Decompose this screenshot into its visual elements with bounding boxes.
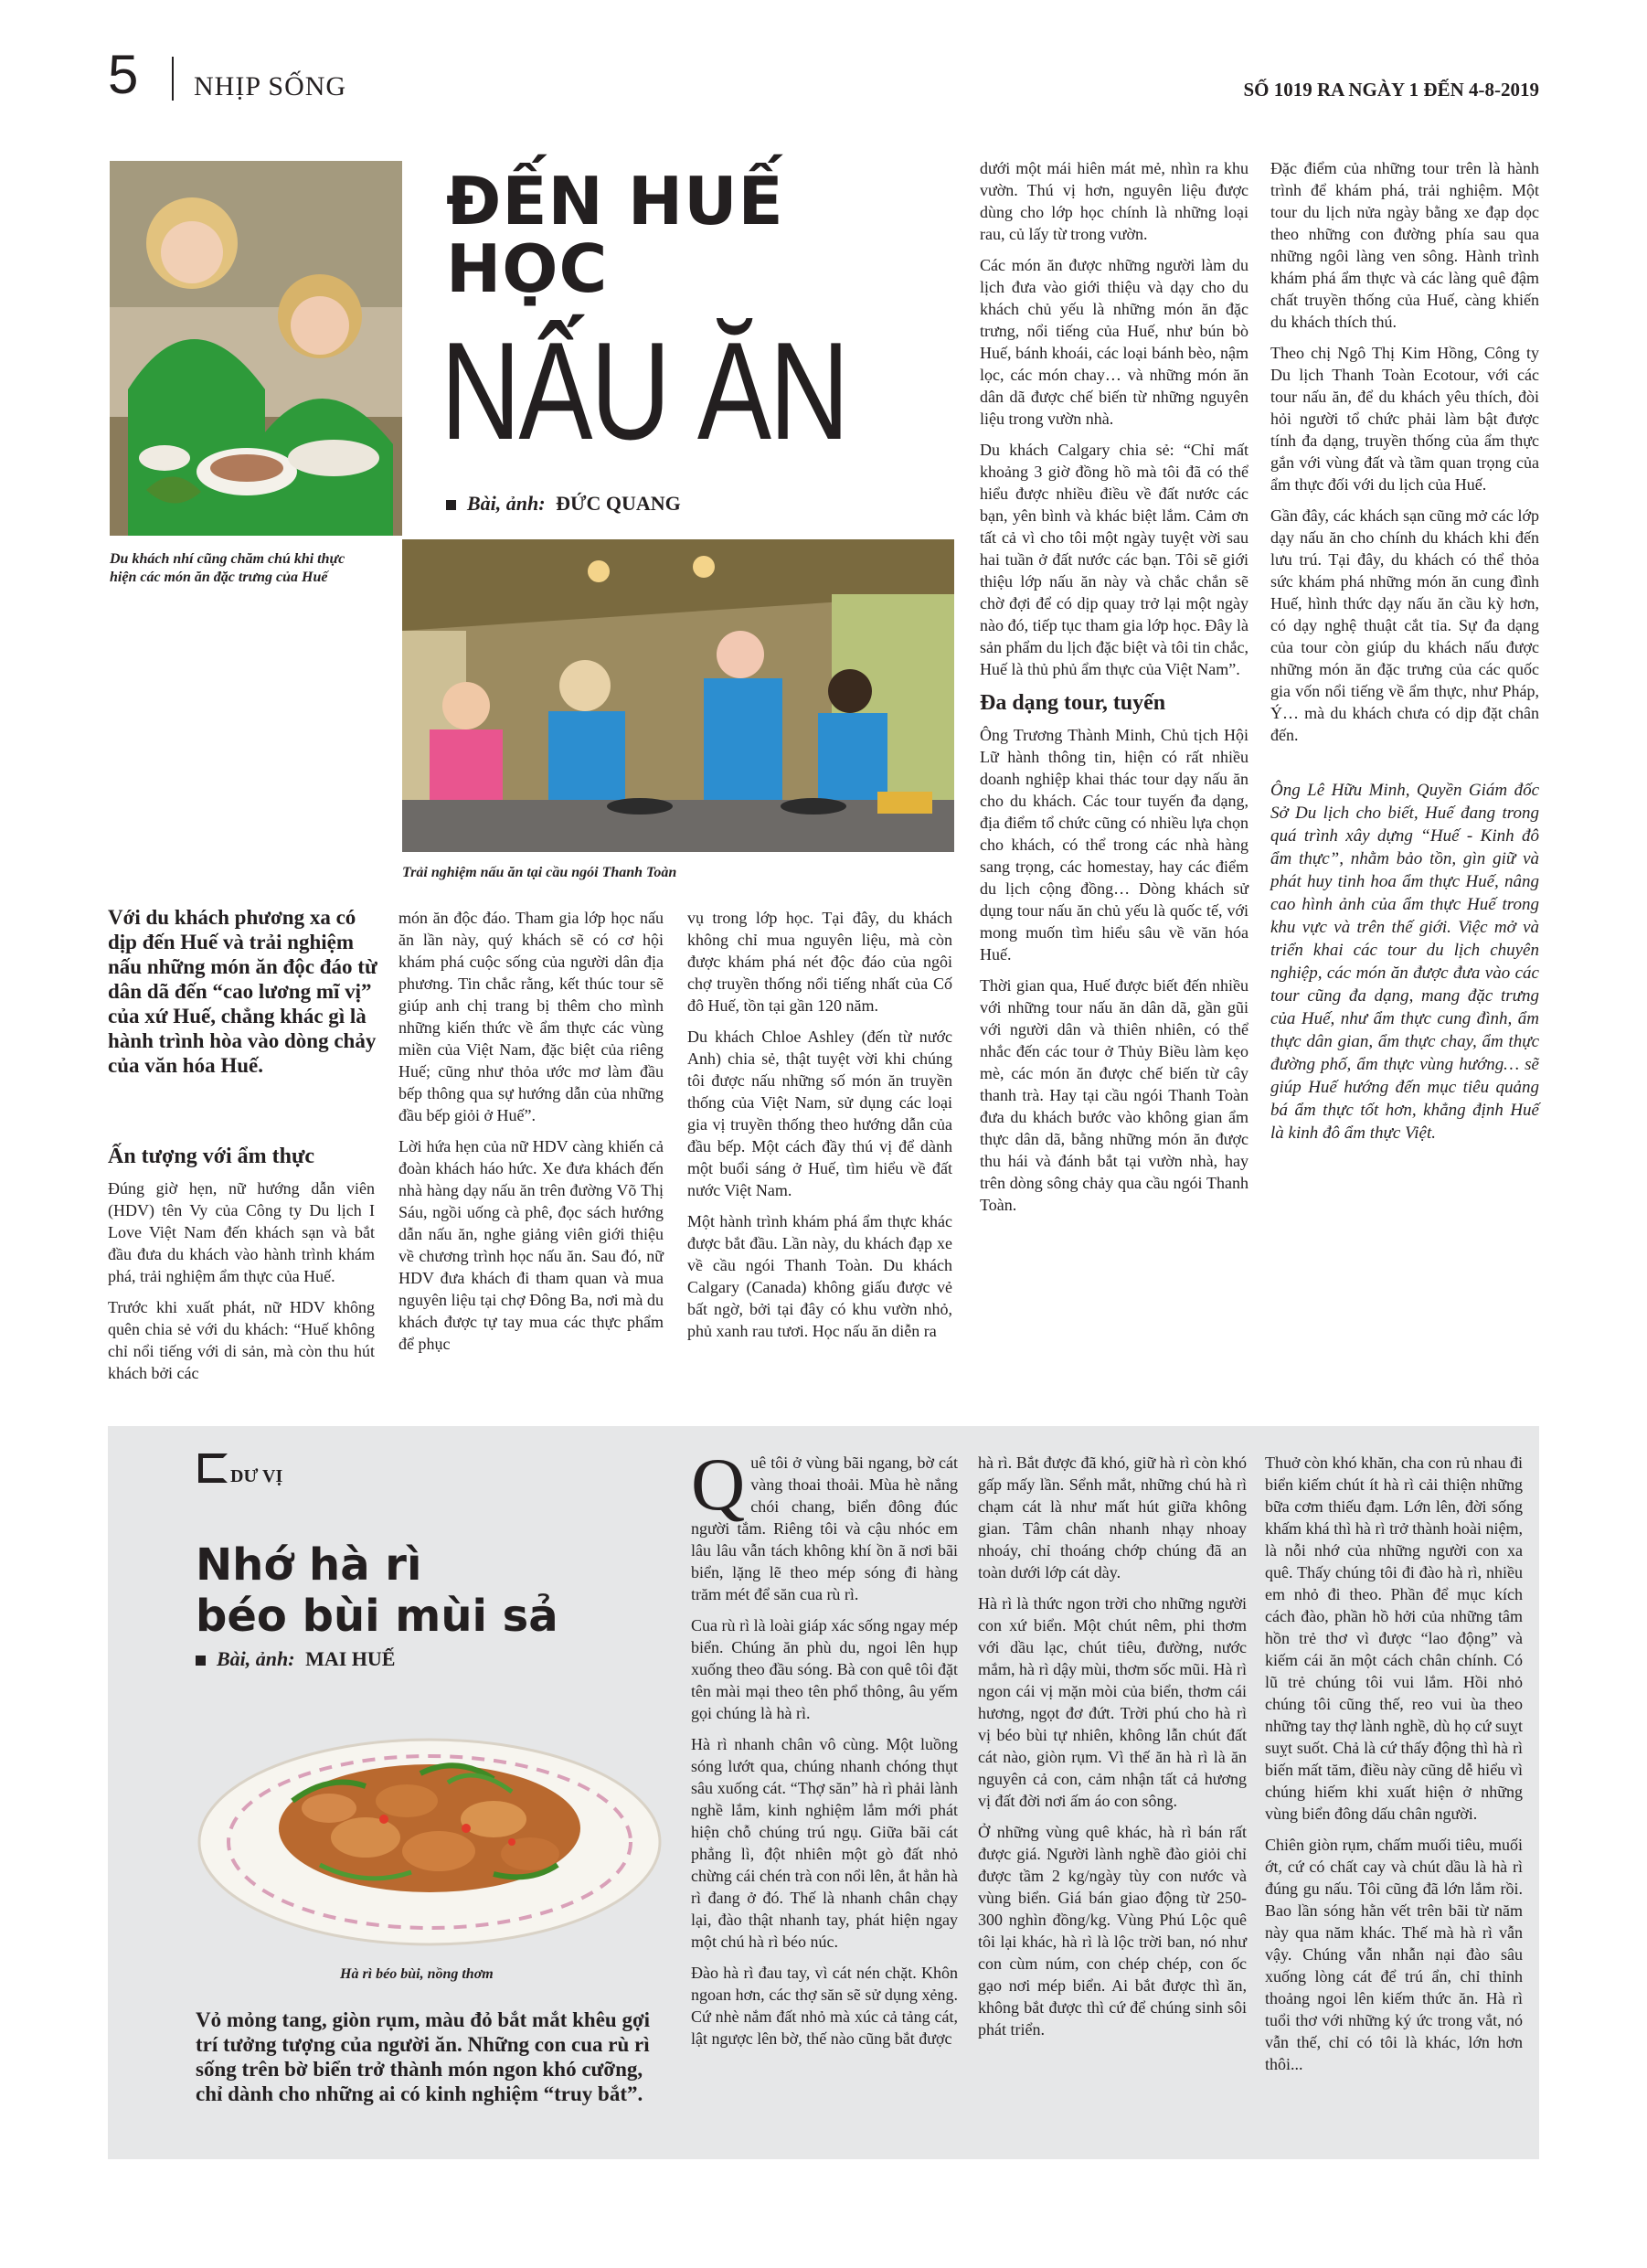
photo-cooking-class: [402, 539, 954, 852]
subhead-impression: Ấn tượng với ẩm thực: [108, 1145, 315, 1168]
article2-col2: [978, 1452, 1247, 2050]
paragraph: vụ trong lớp học. Tại đây, du khách không chỉ mua nguyên liệu, mà còn được khám phá nét độc đáo của ngôi chợ truyền thống nổi tiếng nhất của Cố đô Huế, tồn tại gần 120 năm.: [687, 909, 952, 1015]
paragraph: Cua rù rì là loài giáp xác sống ngay mép biển. Chúng ăn phù du, ngoi lên hụp xuống theo đầu sóng. Bà con quê tôi đặt tên mài mại theo tên phổ thông, âu yếm gọi chúng là hà rì.: [691, 1616, 958, 1722]
paragraph: Đặc điểm của những tour trên là hành trình để khám phá, trải nghiệm. Một tour du lịch nửa ngày bằng xe đạp dọc theo những con đường phía sau qua những ngôi làng ven sông. Hành trình khám phá ẩm thực và các làng quê đậm chất truyền thống của Huế, càng khiến du khách thích thú.: [1270, 159, 1539, 331]
article1-col2: [398, 907, 664, 1364]
header-divider: [172, 57, 174, 101]
byline-label: Bài, ảnh:: [467, 492, 546, 515]
photo-crab-dish: [192, 1691, 667, 1956]
paragraph: Theo chị Ngô Thị Kim Hồng, Công ty Du lịch Thanh Toàn Ecotour, với các tour nấu ăn, để du khách yêu thích, đòi hỏi người tổ chức phải làm bật được tính đa dạng, truyền thống của ẩm thực gắn với vùng đất và tầm quan trọng của ẩm thực đối với du lịch của Huế.: [1270, 344, 1539, 494]
article1-col4: [980, 157, 1249, 1225]
article2-col1: [691, 1443, 958, 2059]
paragraph: Du khách Calgary chia sẻ: “Chỉ mất khoảng 3 giờ đồng hồ mà tôi đã có thể hiểu được nhiều điều về đất nước các bạn, yên bình và khác biệt lắm. Cảm ơn tất cả vì cho tôi một ngày tuyệt vời sau hai tuần ở đất nước các bạn. Tôi sẽ giới thiệu lớp nấu ăn này và chắc chắn sẽ chờ đợi để có dịp quay trở lại một ngày nào đó, tiếp tục tham gia lớp học. Đây là sản phẩm du lịch đặc biệt và tôi tin chắc, Huế là thủ phủ ẩm thực của Việt Nam”.: [980, 441, 1249, 678]
paragraph: Thuở còn khó khăn, cha con rủ nhau đi biển kiếm chút ít hà rì cải thiện những bữa cơm thiếu đạm. Lớn lên, đời sống khấm khá thì hà rì trở thành hoài niệm, là nỗi nhớ của những người con xa quê. Thấy chúng tôi đi đào hà rì, nhiều em nhỏ đi theo. Phần để mục kích cách đào, phần hồ hởi của những tâm hồn trẻ thơ vì được “lao động” và kiếm cái ăn một cách chân chính. Có lũ trẻ chúng tôi vui lắm. Hồi nhỏ chúng tôi cũng thế, reo vui ùa theo những tay thợ lành nghề, dù họ cứ suỵt suỵt suốt. Chả là cứ thấy động thì hà rì biến mất tăm, điều này cũng dễ hiểu vì chúng hiếm khi xuất hiện ở những vùng biển đông dấu chân người.: [1265, 1453, 1523, 1823]
byline-bullet: [196, 1656, 206, 1666]
section-name: NHỊP SỐNG: [194, 71, 347, 101]
cooking-class-illustration: [402, 539, 954, 852]
article-title-line1: ĐẾN HUẾ: [446, 163, 784, 240]
paragraph: Du khách Chloe Ashley (đến từ nước Anh) chia sẻ, thật tuyệt vời khi chúng tôi được nấu những số món ăn truyền thống của Việt Nam, sử dụng các loại gia vị truyền thống theo hướng dẫn của đầu bếp. Một cách đầy thú vị để dành một buổi sáng ở Huế, tìm hiểu về đất nước Việt Nam.: [687, 1028, 952, 1199]
paragraph: Gần đây, các khách sạn cũng mở các lớp dạy nấu ăn cho chính du khách khi đến lưu trú. Tại đây, du khách có thể thỏa sức khám phá những món ăn cung đình Huế, hình thức dạy nấu ăn cầu kỳ hơn, có dạy nghệ thuật cắt tỉa. Sự đa dạng của tour còn giúp du khách nấu được những món ăn đặc trưng của các quốc gia vốn nổi tiếng về ẩm thực, như Pháp, Ý… mà du khách chưa có dịp đặt chân đến.: [1270, 506, 1539, 744]
page-number: 5: [108, 44, 139, 105]
article2-title-line1: Nhớ hà rì: [196, 1539, 422, 1591]
article2-byline: [196, 1647, 395, 1671]
article-title-line2: HỌC: [446, 230, 609, 307]
paragraph: Chiên giòn rụm, chấm muối tiêu, muối ớt, cứ có chất cay và chút dầu là hà rì đúng gu nấu. Tôi cũng đã lớn lắm rồi. Bao lần sóng hằn vết trên bãi từ năm này qua năm khác. Thế mà hà rì vẫn vậy. Chúng vẫn nhẫn nại đào sâu xuống lòng cát để trú ẩn, chỉ thỉnh thoảng ngoi lên kiếm thức ăn. Hà rì tuổi thơ với những ký ức trong vắt, nó vẫn thế, chỉ có tôi là khác, lớn hơn thôi...: [1265, 1836, 1523, 2073]
byline-author: MAI HUẾ: [305, 1647, 396, 1670]
paragraph: [691, 1443, 958, 1605]
du-vi-section-icon: [198, 1453, 228, 1483]
article1-col5: [1270, 157, 1539, 1154]
drop-cap: Q: [691, 1443, 746, 1526]
photo-class-caption: Trải nghiệm nấu ăn tại cầu ngói Thanh Toàn: [402, 865, 677, 880]
article1-lead: Với du khách phương xa có dịp đến Huế và trải nghiệm nấu những món ăn độc đáo từ dân dã đến “cao lương mĩ vị” của xứ Huế, chẳng khác gì là hành trình hòa vào dòng chảy của văn hóa Huế.: [108, 906, 377, 1077]
paragraph: Một hành trình khám phá ẩm thực khác được bắt đầu. Lần này, du khách đạp xe về cầu ngói Thanh Toàn. Du khách Calgary (Canada) không giấu được vẻ bất ngờ, bởi tại đây có khu vườn nhỏ, phủ xanh rau tươi. Học nấu ăn diễn ra: [687, 1212, 952, 1340]
kids-cooking-illustration: [110, 161, 402, 536]
crab-dish-illustration: [192, 1691, 667, 1956]
byline-bullet: [446, 500, 456, 510]
paragraph: Thời gian qua, Huế được biết đến nhiều với những tour nấu ăn dân dã, gần gũi với người dân và thiên nhiên, có thể nhắc đến các tour ở Thủy Biều làm kẹo mè, các món ăn được chế biến từ cây thanh trà. Hay tại cầu ngói Thanh Toàn đưa du khách bước vào không gian ẩm thực dân dã, bằng những món ăn được thu hái và đánh bắt tại vườn nhà, hay trên dòng sông chảy qua cầu ngói Thanh Toàn.: [980, 976, 1249, 1214]
paragraph: dưới một mái hiên mát mẻ, nhìn ra khu vườn. Thú vị hơn, nguyên liệu được dùng cho lớp học chính là những loại rau, củ lấy từ trong vườn.: [980, 159, 1249, 243]
paragraph: Đúng giờ hẹn, nữ hướng dẫn viên (HDV) tên Vy của Công ty Du lịch I Love Việt Nam đến khách sạn và bắt đầu đưa du khách vào hành trình khám phá, trải nghiệm ẩm thực của Huế.: [108, 1179, 375, 1285]
paragraph: Lời hứa hẹn của nữ HDV càng khiến cả đoàn khách háo hức. Xe đưa khách đến nhà hàng dạy nấu ăn trên đường Võ Thị Sáu, ngồi uống cà phê, đọc sách hướng dẫn nấu ăn, nghe giảng viên giới thiệu về chương trình học nấu ăn. Sau đó, nữ HDV đưa khách đi tham quan và mua nguyên liệu tại chợ Đông Ba, nơi mà du khách được tự tay mua các thực phẩm để phục: [398, 1137, 664, 1353]
article1-col1: [108, 1137, 375, 1393]
paragraph: Ở những vùng quê khác, hà rì bán rất được giá. Người lành nghề đào giỏi chỉ được tầm 2 kg/ngày tùy con nước và vùng biển. Giá bán giao động từ 250-300 nghìn đồng/kg. Vùng Phú Lộc quê tôi lại khác, hà rì là lộc trời ban, nó như con cùm núm, con chép chép, con ốc gạo nơi mép biển. Ai bắt được thì ăn, không bắt được thì cứ để chúng sinh sôi phát triển.: [978, 1823, 1247, 2039]
article2-col3: [1265, 1452, 1523, 2084]
paragraph: Đào hà rì đau tay, vì cát nén chặt. Khôn ngoan hơn, các thợ săn sẽ sử dụng xẻng. Cứ nhè nắm đất nhỏ mà xúc cả tảng cát, lật ngược lên bờ, thế nào cũng bắt được: [691, 1964, 958, 2048]
paragraph: Hà rì là thức ngon trời cho những người con xứ biển. Một chút nêm, phi thơm với dầu lạc, chút tiêu, đường, nước mắm, hà rì dậy mùi, thơm sốc mũi. Hà rì ngon cái vị mặn mòi của biển, thơm cái hương, ngọt đơ đứt. Trời phú cho hà rì vị béo bùi tự nhiên, không lẫn chút đất cát nào, giòn rụm. Vì thế ăn hà rì là ăn nguyên cả con, cảm nhận tất cả hương vị đất đời nơi ấm áo con sông.: [978, 1594, 1247, 1810]
article2-lead: Vỏ mỏng tang, giòn rụm, màu đỏ bắt mắt khêu gợi trí tưởng tượng của người ăn. Những con cua rù rì sống trên bờ biển trở thành món ngon khó cưỡng, chỉ dành cho những ai có kinh nghiệm “truy bắt”.: [196, 2008, 651, 2105]
director-quote: Ông Lê Hữu Minh, Quyền Giám đốc Sở Du lịch cho biết, Huế đang trong quá trình xây dựng “Huế - Kinh đô ẩm thực”, nhằm bảo tồn, gìn giữ và phát huy tinh hoa ẩm thực Huế, nâng cao hình ảnh của ẩm thực Huế trong khu vực và trên thế giới. Việc mở và triển khai các tour du lịch chuyên nghiệp, các món ăn được đưa vào các tour cũng đa dạng, mang đặc trưng của Huế, như ẩm thực cung đình, ẩm thực dân gian, ẩm thực chay, ẩm thực đường phố, ẩm thực vùng hướng… sẽ giúp Huế hướng đến mục tiêu quảng bá ẩm thực tốt hơn, khẳng định Huế là kinh đô ẩm thực Việt.: [1270, 781, 1539, 1143]
photo-crab-caption: Hà rì béo bùi, nồng thơm: [340, 1966, 494, 1982]
paragraph: Hà rì nhanh chân vô cùng. Một luồng sóng lướt qua, chúng nhanh chóng thụt sâu xuống cát. “Thợ săn” hà rì phải lành nghề lắm, kinh nghiệm lắm mới phát hiện chỗ chúng trú ngụ. Giữa bãi cát phẳng lì, đột nhiên một gò đất nhỏ chừng cái chén trà con nổi lên, ắt hẳn hà rì đang ở đó. Thế là nhanh chân chạy lại, đào thật nhanh tay, phát hiện ngay một chú hà rì béo núc.: [691, 1735, 958, 1951]
photo-kids-caption: Du khách nhí cũng chăm chú khi thực hiện các món ăn đặc trưng của Huế: [110, 551, 345, 585]
byline-label: Bài, ảnh:: [217, 1647, 295, 1670]
paragraph-text: uê tôi ở vùng bãi ngang, bờ cát vàng thoai thoải. Mùa hè nắng chói chang, biển đông đúc người tắm. Riêng tôi và cậu nhóc em lâu lâu vẫn tách không khí ồn ã nơi bãi biển, lặng lẽ theo mép sóng đi hàng trăm mét để săn cua rù rì.: [691, 1453, 958, 1603]
paragraph: hà rì. Bắt được đã khó, giữ hà rì còn khó gấp mấy lần. Sểnh mắt, những chú hà rì chạm cát là như mất hút giữa không gian. Tâm chân nhanh nhạy nhoay nhoáy, chỉ thoáng chớp chúng đã an toàn dưới lớp cát dày.: [978, 1453, 1247, 1581]
article1-col3: [687, 907, 952, 1351]
article1-byline: [446, 492, 681, 516]
paragraph: Trước khi xuất phát, nữ HDV không quên chia sẻ với du khách: “Huế không chỉ nổi tiếng với di sản, mà còn thu hút khách bởi các: [108, 1298, 375, 1382]
paragraph: Ông Trương Thành Minh, Chủ tịch Hội Lữ hành thông tin, hiện có rất nhiều doanh nghiệp khai thác tour dạy nấu ăn cho du khách. Các tour tuyến đa dạng, địa điểm tổ chức cũng có nhiều lựa chọn cho khách, có thể trong các nhà hàng sang trọng, các homestay, hay các điểm du lịch cộng đồng… Dòng khách sử dụng tour nấu ăn chủ yếu là quốc tế, với mong muốn tìm hiểu sâu về văn hóa Huế.: [980, 726, 1249, 964]
article2-title-line2: béo bùi mùi sả: [196, 1591, 558, 1642]
article-title-line3: NẤU ĂN: [441, 314, 848, 469]
paragraph: Các món ăn được những người làm du lịch đưa vào giới thiệu và dạy cho du khách chủ yếu là những món ăn đặc trưng, nổi tiếng của Huế, như bún bò Huế, bánh khoái, các loại bánh bèo, nậm lọc, các món chay… và những món ăn dân dã được chế biến từ những nguyên liệu trong vườn nhà.: [980, 256, 1249, 428]
byline-author: ĐỨC QUANG: [556, 492, 681, 515]
subhead-diverse-tours: Đa dạng tour, tuyến: [980, 691, 1166, 715]
du-vi-section-label: DƯ VỊ: [230, 1466, 283, 1486]
photo-kids-cooking: [110, 161, 402, 536]
issue-info: SỐ 1019 RA NGÀY 1 ĐẾN 4-8-2019: [1243, 79, 1539, 101]
paragraph: món ăn độc đáo. Tham gia lớp học nấu ăn lần này, quý khách sẽ có cơ hội khám phá cuộc sống của người dân địa phương. Tin chắc rằng, kết thúc tour sẽ giúp anh chị trang bị thêm cho mình những kiến thức về ẩm thực các vùng miền của Việt Nam, đặc biệt của riêng Huế; cũng như thỏa ước mơ làm đầu bếp thông qua sự hướng dẫn của những đầu bếp giỏi ở Huế”.: [398, 909, 664, 1124]
